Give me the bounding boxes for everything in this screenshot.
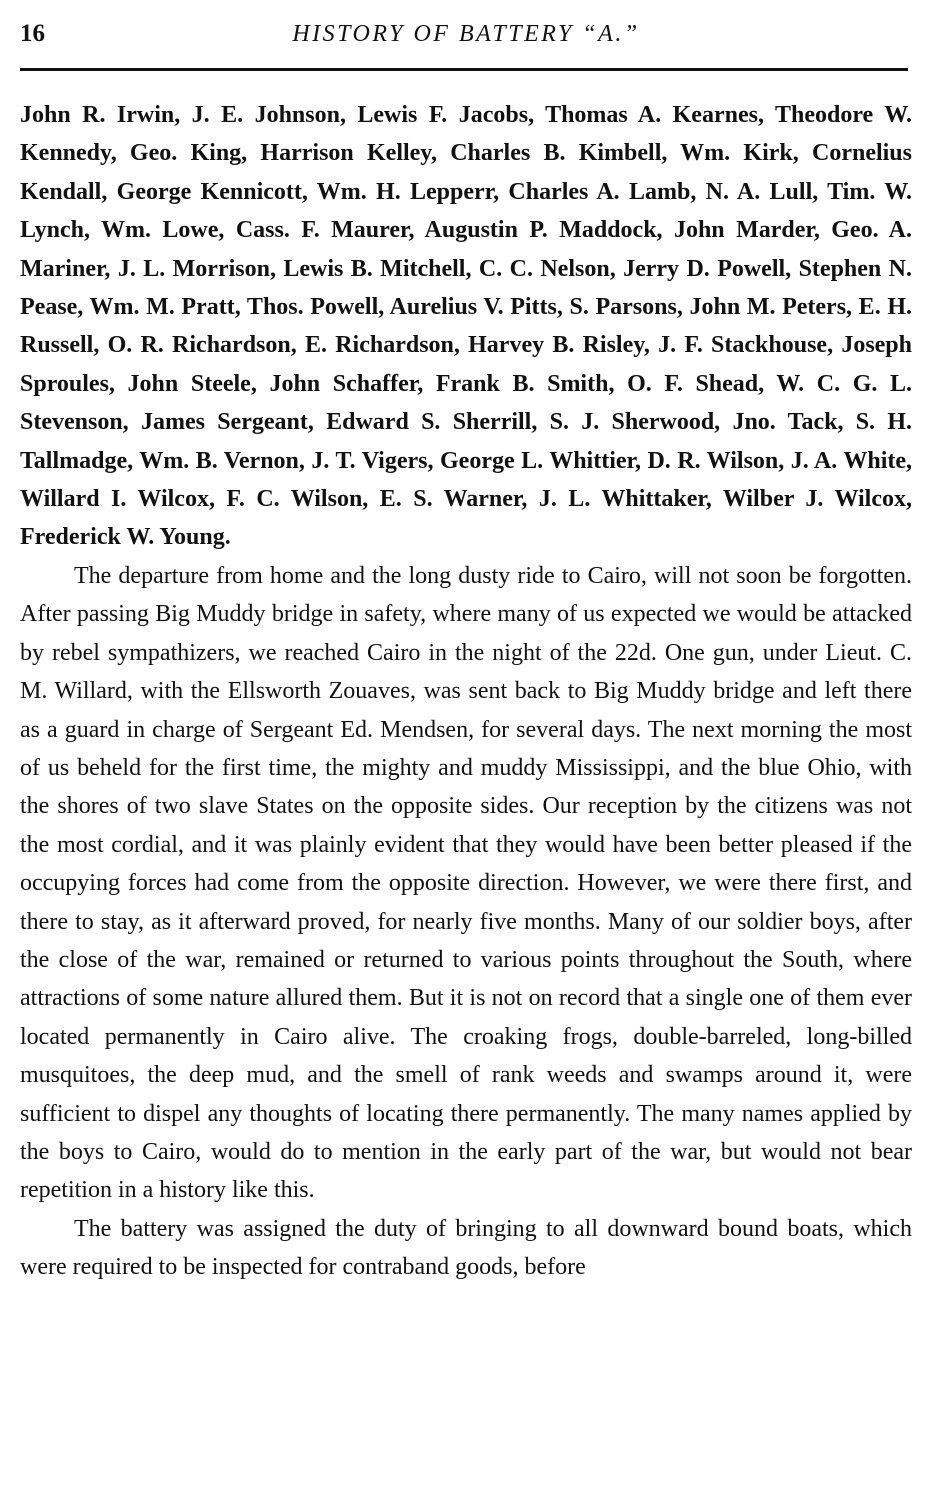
body-text [20,96,912,1287]
roster-paragraph: John R. Irwin, J. E. Johnson, Lewis F. Jacobs, Thomas A. Kearnes, Theodore W. Kennedy, Geo. King, Harrison Kelley, Charles B. Kimbell, Wm. Kirk, Cornelius Kendall, George Kennicott, Wm. H. Lepperr, Charles A. Lamb, N. A. Lull, Tim. W. Lynch, Wm. Lowe, Cass. F. Maurer, Augustin P. Maddock, John Marder, Geo. A. Mariner, J. L. Morrison, Lewis B. Mitchell, C. C. Nelson, Jerry D. Powell, Stephen N. Pease, Wm. M. Pratt, Thos. Powell, Aurelius V. Pitts, S. Parsons, John M. Peters, E. H. Russell, O. R. Richardson, E. Richardson, Harvey B. Risley, J. F. Stackhouse, Joseph Sproules, John Steele, John Schaffer, Frank B. Smith, O. F. Shead, W. C. G. L. Stevenson, James Sergeant, Edward S. Sherrill, S. J. Sherwood, Jno. Tack, S. H. Tallmadge, Wm. B. Vernon, J. T. Vigers, George L. Whittier, D. R. Wilson, J. A. White, Willard I. Wilcox, F. C. Wilson, E. S. Warner, J. L. Whittaker, Wilber J. Wilcox, Frederick W. Young. [20,102,912,551]
page-header [20,18,912,52]
running-head: HISTORY OF BATTERY “A.” [292,21,640,47]
page-number: 16 [20,20,45,47]
header-rule [20,68,908,71]
cairo-paragraph: The departure from home and the long dusty ride to Cairo, will not soon be forgotten. After passing Big Muddy bridge in safety, where many of us expected we would be attacked by rebel sympathizers, we reached Cairo in the night of the 22d. One gun, under Lieut. C. M. Willard, with the Ellsworth Zouaves, was sent back to Big Muddy bridge and left there as a guard in charge of Sergeant Ed. Mendsen, for several days. The next morning the most of us beheld for the first time, the mighty and muddy Mississippi, and the blue Ohio, with the shores of two slave States on the opposite sides. Our reception by the citizens was not the most cordial, and it was plainly evident that they would have been better pleased if the occupying forces had come from the opposite direction. However, we were there first, and there to stay, as it afterward proved, for nearly five months. Many of our soldier boys, after the close of the war, remained or returned to various points throughout the South, where attractions of some nature allured them. But it is not on record that a single one of them ever located permanently in Cairo alive. The croaking frogs, double-barreled, long-billed musquitoes, the deep mud, and the smell of rank weeds and swamps around it, were sufficient to dispel any thoughts of locating there permanently. The many names applied by the boys to Cairo, would do to mention in the early part of the war, but would not bear repetition in a history like this. [20,562,912,1204]
battery-duty-paragraph: The battery was assigned the duty of bringing to all downward bound boats, which were required to be inspected for contraband goods, before [20,1215,912,1281]
